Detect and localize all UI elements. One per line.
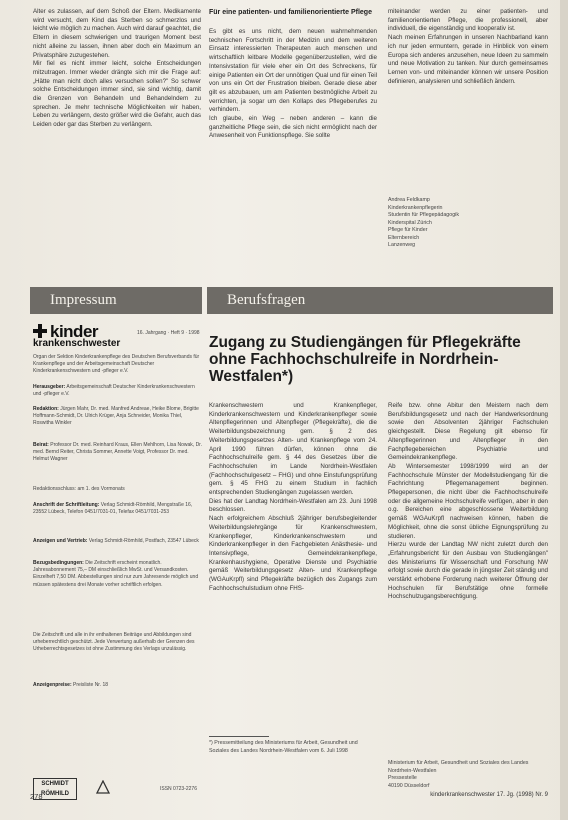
value: Arbeitsgemeinschaft Deutscher Kinderkrankenschwestern und -pfleger e.V.: [33, 384, 195, 398]
page-number: 278: [30, 792, 43, 801]
signature-line: Studentin für Pflegepädagogik: [388, 212, 459, 218]
article-column-2: Reife bzw. ohne Abitur den Meistern nach dem Berufsbildungsgesetz und nach der Handwerksordnung sowie den Absolventen 2jähriger Fachschulen gleichgestellt. Diese Regelung gilt ebenso für Altenpflegerinnen und Altenpfleger in den Fachpflegebereichen Psychiatrie und Gemeindekrankenpflege. Ab Wintersemester 1998/1999 wird an der Fachhochschule Münster der Modellstudiengang für die Fachrichtung Pflegemanagement beginnen. Pflegepersonen, die nicht über die Fachhochschulreife oder die allgemeine Hochschulreife verfügen, aber in den o.g. Bereichen eine abgeschlossene Weiterbildung gemäß WGAuKrpfl nachweisen können, haben die Möglichkeit, ohne die sonst übliche Eignungsprüfung zu studieren. Hierzu wurde der Landtag NW nicht zuletzt durch den „Erfahrungsbericht für den Ausbau von Studiengängen" des Ministeriums für Wissenschaft und Forschung NW erfolgt sowie durch die gerade in jüngster Zeit ständig und verstärkt erhobene Forderung nach weiterer Öffnung der Hochschulen für Berufstätige ohne formelle Hochschulzugangsberechtigung.: [388, 402, 548, 601]
logo-kinder: kinder: [50, 322, 99, 341]
schmidt-roemhild-logo: SCHMIDT RÖMHILD: [33, 778, 77, 800]
signature-line: Kinderspital Zürich: [388, 219, 432, 226]
article-headline: Zugang zu Studiengängen für Pflegekräfte ohne Fachhochschulreife in Nordrhein-Westfalen*): [209, 334, 521, 385]
top-signature: [388, 197, 548, 250]
value: Jürgen Mahr, Dr. med. Manfred Andreae, Heike Blome, Brigitte Hoffmann-Schmidt, Dr. Ulrich Krüger, Anja Schneider, Monika Thiel, Roswitha Winkler: [33, 406, 199, 427]
label: Anzeigen und Vertrieb:: [33, 538, 88, 544]
label: Anzeigenpreise:: [33, 682, 72, 688]
top-column-2-heading: Für eine patienten- und familienorientierte Pflege: [209, 9, 372, 16]
value: Die Zeitschrift erscheint monatlich. Jahresabonnement 75,– DM einschließlich MwSt. und Versandkosten. Einzelheft 7,50 DM. Abbestellungen sind nur zum Jahresende möglich und müssen spätestens drei Monate vorher schriftlich erfolgen.: [33, 560, 199, 588]
signature-line: Kinderkrankenpflegerin: [388, 204, 443, 211]
impressum-banner: Impressum: [30, 287, 202, 314]
label: Redaktion:: [33, 406, 59, 412]
signature-line: Ministerium für Arbeit, Gesundheit und Soziales des Landes Nordrhein-Westfalen: [388, 760, 529, 774]
signature-line: Elternbereich: [388, 234, 420, 241]
impressum-redaktionsschluss: Redaktionsschluss: am 1. des Vormonats: [33, 486, 125, 492]
article-signature: [388, 760, 548, 790]
impressum-anzeigen: [33, 538, 203, 545]
article-column-1: Krankenschwestern und Krankenpfleger, Kinderkrankenschwestern und Kinderkrankenpfleger sowie Altenpflegerinnen und Altenpfleger (Pflegekräfte), die die Weiterbildungsbezeichnung gem. § 2 des Weiterbildungsgesetzes Alten- und Krankenpflege vom 24. April 1990 führen dürfen, können ohne die Fachhochschulreife gem. § 44 des Gesetzes über die Fachhochschulen im Lande Nordrhein-Westfalen (Fachhochschulgesetz – FHG) und ohne Einstufungsprüfung gem. § 45 FHG zu einem Studium in fachlich entsprechenden Studiengängen zugelassen werden. Dies hat der Landtag Nordrhein-Westfalen am 23. Juni 1998 beschlossen. Nach erfolgreichem Abschluß 2jähriger berufsbegleitender Weiterbildungslehrgänge für Krankenschwestern, Krankenpfleger, Kinderkrankenschwestern und Kinderkrankenpfleger in den Fachgebieten Anästhesie- und Intensivpflege, Gemeindekrankenpflege, Krankenhaushygiene, Operative Dienste und Psychiatrie gemäß Weiterbildungsgesetz Alten- und Krankenpflege (WGAuKrpfl) sind Pflegekräfte bezüglich des Zugangs zum Fachhochschulstudium ohne FHS-: [209, 402, 377, 592]
impressum-copyright: Die Zeitschrift und alle in ihr enthaltenen Beiträge und Abbildungen sind urheberrechtlich geschützt. Jede Verwertung außerhalb der Grenzen des Urheberrechtsgesetzes ist ohne Zustimmung des Verlags unzulässig.: [33, 632, 195, 653]
issue-meta: 16. Jahrgang · Heft 9 · 1998: [137, 330, 200, 336]
label: Herausgeber:: [33, 384, 66, 390]
page-edge-shadow: [560, 0, 568, 820]
signature-line: Lanzenweg: [388, 242, 416, 248]
impressum-anzeigenpreise: [33, 682, 203, 689]
impressum-redaktion: [33, 406, 203, 428]
label: Anschrift der Schriftleitung:: [33, 502, 100, 508]
value: Professor Dr. med. Reinhard Kraus, Ellen Mehlhorn, Lisa Nowak, Dr. med. Bernd Reiter, Christa Sommer, Annette Voigt, Professor Dr. med. Helmut Wagner: [33, 442, 202, 463]
top-column-3: miteinander werden zu einer patienten- und familienorientierten Pflege, die professionell, aber individuell, die eigenständig und kooperativ ist. Nach meinen Erfahrungen in unseren Nachbarland kann ich nur jeden ermuntern, gerade in Hinblick von einem Europa sich anderes anzusehen, neue Ideen zu sammeln und neue Motivation zu tanken. Nur durch gemeinsames Lernen von- und miteinander können wir unsere Position definieren, analysieren und schließlich ändern.: [388, 8, 548, 85]
label: Beirat:: [33, 442, 49, 448]
impressum-intro: Organ der Sektion Kinderkrankenpflege des Deutschen Berufsverbands für Krankenpflege und der Arbeitsgemeinschaft Deutscher Kinderkrankenschwestern und -pfleger e.V.: [33, 354, 200, 375]
label: Bezugsbedingungen:: [33, 560, 84, 566]
issn-text: ISSN 0723-2276: [160, 786, 197, 792]
value: Verlag Schmidt-Römhild, Mengstraße 16, 23552 Lübeck, Telefon 0451/7031-01, Telefax 0451/7031-253: [33, 502, 193, 516]
logo-krankenschwester: krankenschwester: [33, 338, 121, 349]
impressum-beirat: [33, 442, 203, 464]
signature-line: Pflege für Kinder: [388, 227, 428, 233]
article-footnote: *) Pressemitteilung des Ministeriums für Arbeit, Gesundheit und Soziales des Landes Nordrhein-Westfalen vom 6. Juli 1998: [209, 740, 358, 754]
berufsfragen-banner: Berufsfragen: [207, 287, 553, 314]
top-column-1: Alter es zulassen, auf dem Schoß der Eltern. Medikamente wird versucht, dem Kind das Sterben so schmerzlos und leicht wie möglich zu machen. Auch wird darauf geachtet, die Eltern in diesem schwierigen und traurigen Moment best nicht alleine zu lassen, ihnen aber doch ein Maximum an Privatsphäre zuzugestehen. Mir fiel es nicht immer leicht, solche Entscheidungen mitzutragen. Immer wieder drängte sich mir die Frage auf: „Hätte man nicht doch alles versuchen sollen?" So schwer solche Entscheidungen immer sind, sie sind wichtig, damit die Grenzen von Behandeln und Behandelndem zu sprechen. Je mehr technische Möglichkeiten wir haben, Leben zu verlängern, desto größer wird die Gefahr, auch das Leiden oder gar das Sterben zu verlängern.: [33, 8, 201, 129]
journal-footer: kinderkrankenschwester 17. Jg. (1998) Nr. 9: [430, 792, 548, 798]
top-column-2: Es gibt es uns nicht, dem neuen wahrnehmenden technischen Fortschritt in der Medizin und dem weiteren Einsatz interessierten Therapeuten auch menschen und wirtschaftlich leitbare Modelle gegenüberzustellen, wird die Intensivstation für viele eher ein Ort des Schreckens, für einige Patienten ein Ort der unnötigen Qual und für einen Teil von uns ein Ort der Frustration bleiben. Gerade diese aber gilt es abzubauen, um am Patienten bestmögliche Arbeit zu verrichten, ja sogar um den Kollaps des Pflegeberufes zu verhindern. Ich glaube, ein Weg – neben anderen – kann die ganzheitliche Pflege sein, die sich nicht ermöglicht nach der Anwesenheit von Funktionspflege. Sie sollte: [209, 28, 377, 140]
signature-line: 40190 Düsseldorf: [388, 782, 430, 789]
impressum-bezug: [33, 560, 203, 589]
footnote-rule: [209, 736, 269, 737]
signature-line: Pressestelle: [388, 775, 417, 781]
value: Verlag Schmidt-Römhild, Postfach, 23547 Lübeck: [88, 538, 199, 544]
impressum-column: [33, 322, 203, 800]
signature-line: Andrea Feldkamp: [388, 197, 430, 203]
impressum-anschrift: [33, 502, 203, 516]
impressum-herausgeber: [33, 384, 203, 398]
triangle-logo-icon: [96, 780, 110, 794]
cross-icon: [33, 324, 47, 338]
value: Preisliste Nr. 18: [73, 682, 109, 688]
